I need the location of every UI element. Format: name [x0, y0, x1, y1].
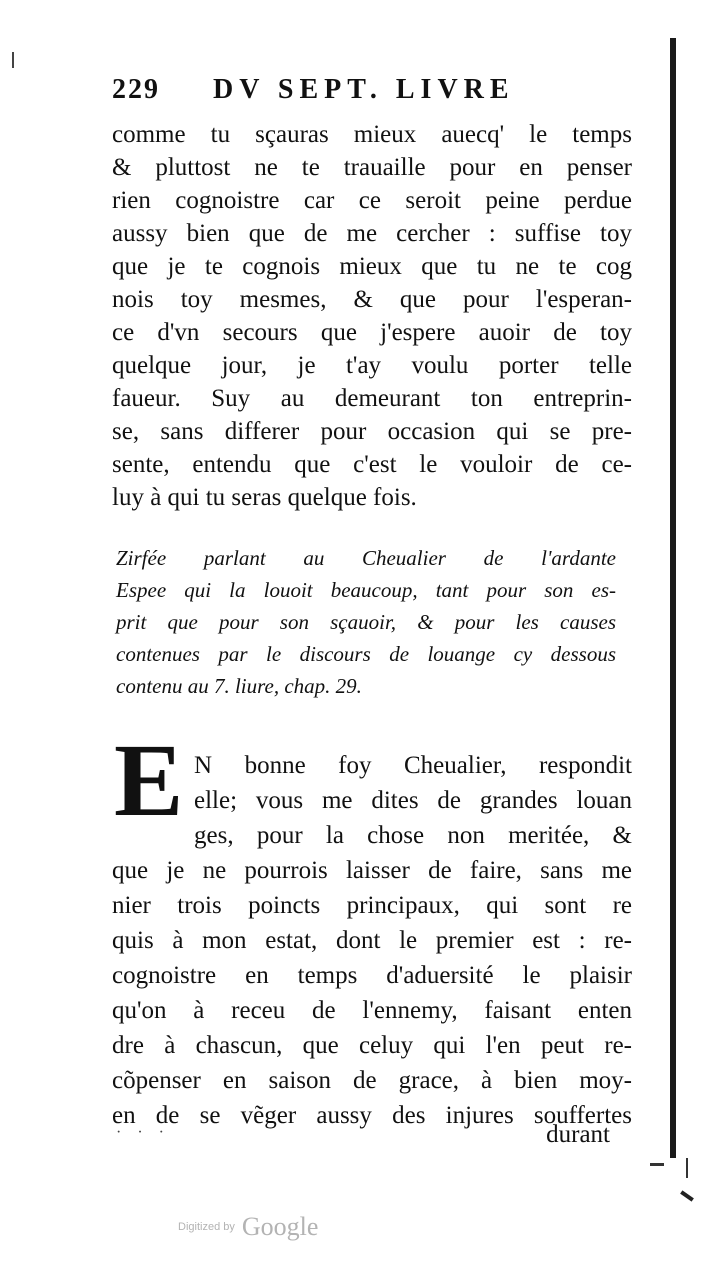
text-line: quelque jour, je t'ay voulu porter telle — [112, 352, 632, 379]
heading-line: Espee qui la louoit beaucoup, tant pour son es- — [116, 578, 616, 602]
scan-mark — [12, 52, 14, 68]
text-line: nois toy mesmes, & que pour l'esperan- — [112, 286, 632, 313]
chapter-heading — [116, 542, 616, 702]
drop-cap: E — [114, 723, 184, 838]
text-line: cõpenser en saison de grace, à bien moy- — [112, 1067, 632, 1094]
heading-line: prit que pour son sçauoir, & pour les causes — [116, 610, 616, 634]
paragraph-1 — [112, 118, 632, 514]
text-line: N bonne foy Cheualier, respondit — [194, 752, 632, 779]
page-edge-mark — [686, 1158, 688, 1178]
page-edge-shadow — [670, 38, 676, 1158]
catchword: durant — [546, 1121, 610, 1148]
text-line: aussy bien que de me cercher : suffise toy — [112, 220, 632, 247]
page-edge-corner — [680, 1190, 694, 1201]
text-line: luy à qui tu seras quelque fois. — [112, 484, 417, 511]
google-logo: Google — [241, 1212, 319, 1241]
text-line: dre à chascun, que celuy qui l'en peut re- — [112, 1032, 632, 1059]
text-line: comme tu sçauras mieux auecq' le temps — [112, 121, 632, 148]
paragraph-2 — [112, 748, 632, 1133]
running-title: DV SEPT. LIVRE — [213, 74, 515, 105]
heading-line: Zirfée parlant au Cheualier de l'ardante — [116, 546, 616, 570]
watermark-prefix: Digitized by — [178, 1221, 235, 1233]
text-line: ges, pour la chose non meritée, & — [194, 822, 632, 849]
text-line: cognoistre en temps d'aduersité le plaisir — [112, 962, 632, 989]
text-line: faueur. Suy au demeurant ton entreprin- — [112, 385, 632, 412]
text-line: sente, entendu que c'est le vouloir de ce- — [112, 451, 632, 478]
ink-specks: · · · — [116, 1124, 170, 1141]
text-line: & pluttost ne te trauaille pour en penser — [112, 154, 632, 181]
text-line: que je ne pourrois laisser de faire, sans me — [112, 857, 632, 884]
page-number: 229 — [112, 74, 160, 105]
running-header — [112, 74, 632, 114]
text-line: rien cognoistre car ce seroit peine perdue — [112, 187, 632, 214]
text-line: se, sans differer pour occasion qui se pre- — [112, 418, 632, 445]
text-line: qu'on à receu de l'ennemy, faisant enten — [112, 997, 632, 1024]
text-line: en de se vẽger aussy des injures souffertes — [112, 1102, 632, 1129]
text-line: elle; vous me dites de grandes louan — [194, 787, 632, 814]
text-line: ce d'vn secours que j'espere auoir de toy — [112, 319, 632, 346]
digitization-watermark — [178, 1212, 358, 1248]
heading-line: contenu au 7. liure, chap. 29. — [116, 674, 362, 698]
heading-line: contenues par le discours de louange cy dessous — [116, 642, 616, 666]
page-edge-dash — [650, 1163, 664, 1166]
text-line: quis à mon estat, dont le premier est : re- — [112, 927, 632, 954]
text-line: que je te cognois mieux que tu ne te cog — [112, 253, 632, 280]
text-line: nier trois poincts principaux, qui sont re — [112, 892, 632, 919]
